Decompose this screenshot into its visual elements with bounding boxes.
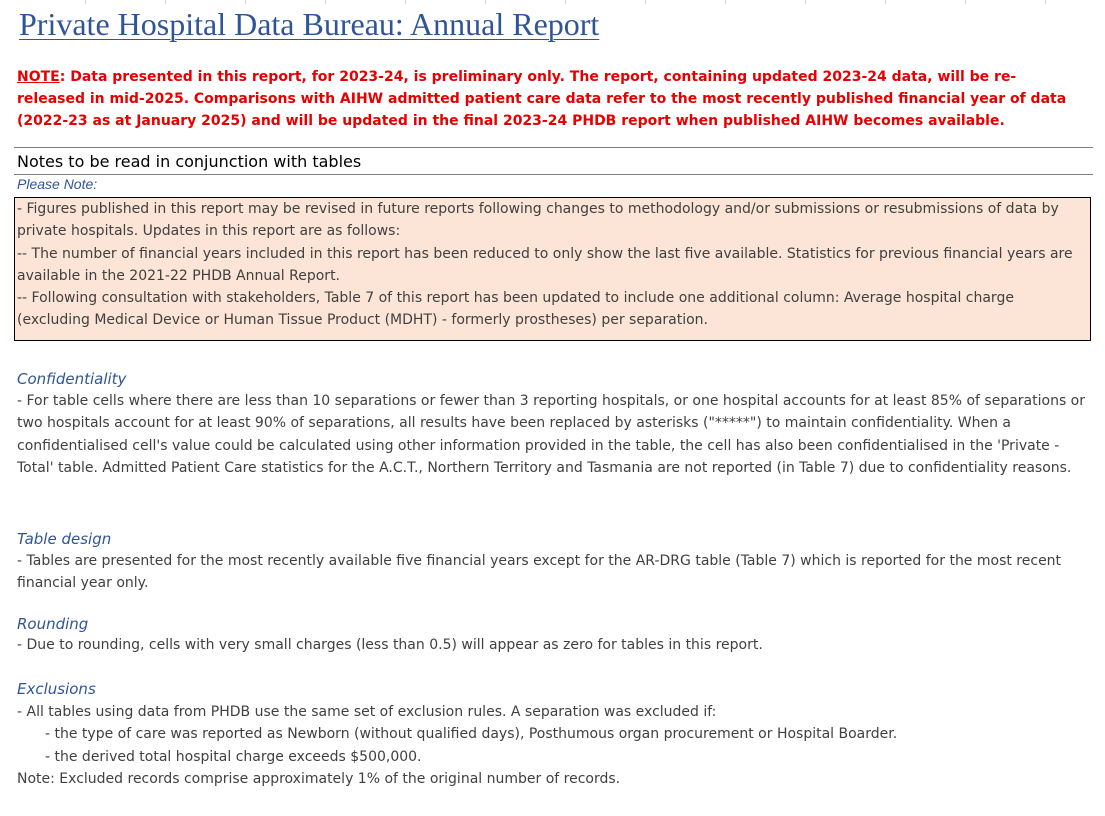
exclusions-intro: - All tables using data from PHDB use the same set of exclusion rules. A separation was excluded if:: [17, 704, 717, 720]
column-gridline: [565, 0, 566, 4]
exclusions-block: [17, 701, 1093, 790]
column-gridline: [325, 0, 326, 4]
column-gridline: [1045, 0, 1046, 4]
heading-top-rule: [14, 147, 1093, 148]
column-gridline: [725, 0, 726, 4]
column-gridline: [485, 0, 486, 4]
column-gridline: [245, 0, 246, 4]
column-gridline: [165, 0, 166, 4]
note-label: NOTE: [17, 69, 60, 85]
please-note-line: - Figures published in this report may be revised in future reports following changes to methodology and/or submissions or resubmissions of data by private hospitals. Updates in this report are as follows:: [17, 201, 1059, 240]
note-text: : Data presented in this report, for 2023-24, is preliminary only. The report, containing updated 2023-24 data, will be re-released in mid-2025. Comparisons with AIHW admitted patient care data refer to the most recently published financial year of data (2022-23 as at January 2025) and will be updated in the final 2023-24 PHDB report when published AIHW becomes available.: [17, 69, 1067, 129]
column-gridline: [805, 0, 806, 4]
please-note-line: -- The number of financial years included in this report has been reduced to only show the last five available. Statistics for previous financial years are available in the 2021-22 PHDB Annual Report.: [17, 245, 1073, 284]
rounding-label: Rounding: [17, 615, 89, 633]
confidentiality-text: - For table cells where there are less than 10 separations or fewer than 3 reporting hospitals, or one hospital accounts for at least 85% of separations or two hospitals account for at least 90% of separations, all results have been replaced by asterisks ("*****") to maintain confidentiality. When a confidentialised cell's value could be calculated using other information provided in the table, the cell has also been confidentialised in the 'Private - Total' table. Admitted Patient Care statistics for the A.C.T., Northern Territory and Tasmania are not reported (in Table 7) due to confidentiality reasons.: [17, 393, 1086, 476]
table-design-text: - Tables are presented for the most recently available five financial years except for the AR-DRG table (Table 7) which is reported for the most recent financial year only.: [17, 553, 1062, 592]
heading-bottom-rule: [14, 174, 1093, 175]
exclusions-label: Exclusions: [17, 680, 96, 698]
rounding-text: - Due to rounding, cells with very small charges (less than 0.5) will appear as zero for tables in this report.: [17, 637, 763, 653]
column-gridline: [405, 0, 406, 4]
exclusion-bullet: - the type of care was reported as Newborn (without qualified days), Posthumous organ procurement or Hospital Boarder.: [45, 726, 898, 743]
please-note-label: Please Note:: [17, 176, 98, 192]
column-gridline: [85, 0, 86, 4]
preliminary-note: [17, 66, 1077, 132]
confidentiality-label: Confidentiality: [17, 370, 127, 388]
please-note-line: -- Following consultation with stakeholders, Table 7 of this report has been updated to include one additional column: Average hospital charge (excluding Medical Device or Human Tissue Product (MDHT) - formerly prostheses) per separation.: [17, 290, 1014, 329]
column-gridline: [645, 0, 646, 4]
notes-heading: Notes to be read in conjunction with tables: [17, 152, 362, 171]
report-title[interactable]: Private Hospital Data Bureau: Annual Report: [19, 6, 600, 42]
please-note-box: [14, 197, 1091, 341]
exclusions-footnote: Note: Excluded records comprise approximately 1% of the original number of records.: [17, 770, 621, 787]
exclusion-bullet: - the derived total hospital charge exceeds $500,000.: [45, 748, 422, 765]
column-gridline: [965, 0, 966, 4]
column-gridline: [885, 0, 886, 4]
table-design-label: Table design: [17, 530, 112, 548]
